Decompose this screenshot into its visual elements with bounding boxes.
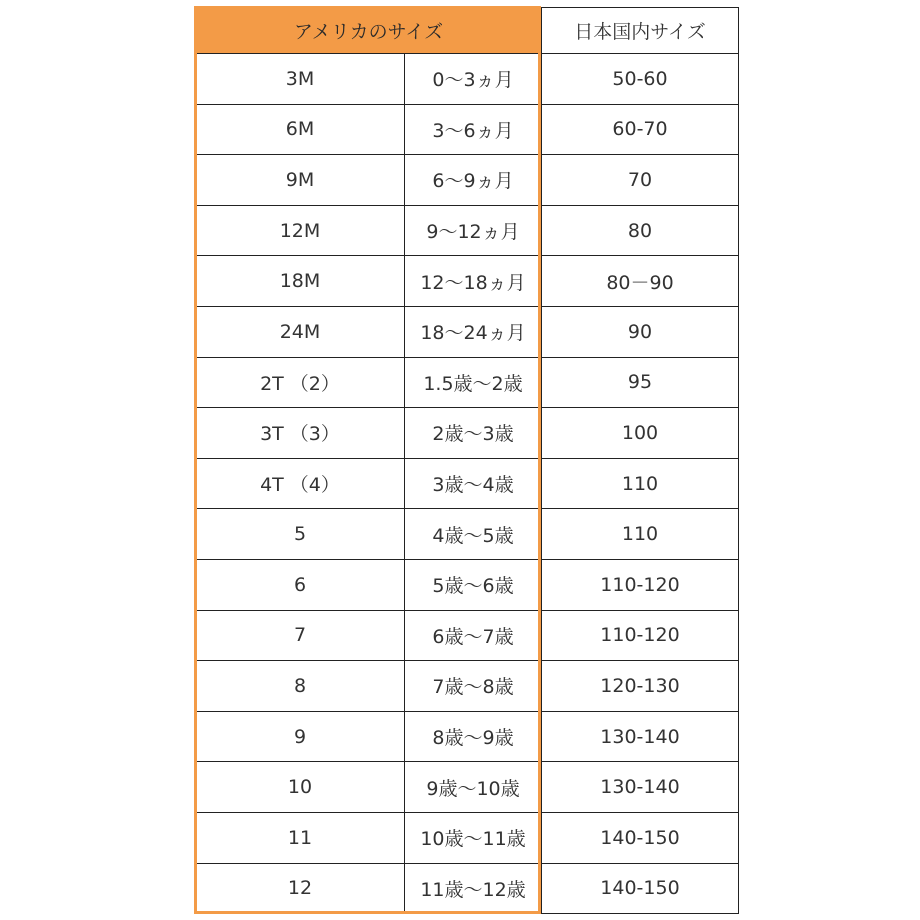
age-range-cell: 6～9ヵ月 <box>405 155 542 206</box>
us-size-cell: 9 <box>196 711 405 762</box>
jp-size-cell: 130-140 <box>542 762 739 813</box>
us-size-cell: 10 <box>196 762 405 813</box>
table-header-row <box>196 8 739 54</box>
age-range-cell: 7歳～8歳 <box>405 661 542 712</box>
us-size-cell: 12 <box>196 863 405 914</box>
jp-size-cell: 70 <box>542 155 739 206</box>
age-range-cell: 11歳～12歳 <box>405 863 542 914</box>
age-range-cell: 9～12ヵ月 <box>405 205 542 256</box>
table-row <box>196 104 739 155</box>
table-row <box>196 610 739 661</box>
jp-size-cell: 110 <box>542 458 739 509</box>
age-range-cell: 1.5歳～2歳 <box>405 357 542 408</box>
jp-size-cell: 90 <box>542 306 739 357</box>
us-size-cell: 5 <box>196 509 405 560</box>
jp-size-cell: 50-60 <box>542 54 739 105</box>
jp-size-cell: 100 <box>542 408 739 459</box>
us-size-cell: 8 <box>196 661 405 712</box>
table-row <box>196 863 739 914</box>
jp-size-cell: 60-70 <box>542 104 739 155</box>
age-range-cell: 8歳～9歳 <box>405 711 542 762</box>
table-row <box>196 559 739 610</box>
us-size-cell: 4T （4） <box>196 458 405 509</box>
us-size-cell: 6M <box>196 104 405 155</box>
us-size-cell: 6 <box>196 559 405 610</box>
age-range-cell: 3歳～4歳 <box>405 458 542 509</box>
table-row <box>196 155 739 206</box>
age-range-cell: 0～3ヵ月 <box>405 54 542 105</box>
table-body <box>196 54 739 914</box>
jp-size-cell: 110-120 <box>542 559 739 610</box>
age-range-cell: 9歳～10歳 <box>405 762 542 813</box>
jp-size-cell: 80 <box>542 205 739 256</box>
us-size-cell: 24M <box>196 306 405 357</box>
table-row <box>196 54 739 105</box>
jp-size-header: 日本国内サイズ <box>542 8 739 54</box>
jp-size-cell: 110-120 <box>542 610 739 661</box>
age-range-cell: 4歳～5歳 <box>405 509 542 560</box>
us-size-cell: 7 <box>196 610 405 661</box>
jp-size-cell: 140-150 <box>542 812 739 863</box>
age-range-cell: 18～24ヵ月 <box>405 306 542 357</box>
age-range-cell: 3～6ヵ月 <box>405 104 542 155</box>
age-range-cell: 5歳～6歳 <box>405 559 542 610</box>
age-range-cell: 2歳～3歳 <box>405 408 542 459</box>
us-size-cell: 18M <box>196 256 405 307</box>
table-row <box>196 306 739 357</box>
us-size-cell: 9M <box>196 155 405 206</box>
jp-size-cell: 95 <box>542 357 739 408</box>
us-size-cell: 2T （2） <box>196 357 405 408</box>
us-size-cell: 3T （3） <box>196 408 405 459</box>
us-size-cell: 12M <box>196 205 405 256</box>
us-size-cell: 11 <box>196 812 405 863</box>
table-row <box>196 711 739 762</box>
jp-size-cell: 110 <box>542 509 739 560</box>
size-conversion-table <box>195 7 739 914</box>
jp-size-cell: 80－90 <box>542 256 739 307</box>
table-row <box>196 256 739 307</box>
table-row <box>196 661 739 712</box>
age-range-cell: 6歳～7歳 <box>405 610 542 661</box>
us-size-header: アメリカのサイズ <box>196 8 542 54</box>
table-row <box>196 357 739 408</box>
jp-size-cell: 120-130 <box>542 661 739 712</box>
table-row <box>196 812 739 863</box>
jp-size-cell: 130-140 <box>542 711 739 762</box>
age-range-cell: 10歳～11歳 <box>405 812 542 863</box>
table-row <box>196 205 739 256</box>
table-row <box>196 458 739 509</box>
us-size-cell: 3M <box>196 54 405 105</box>
table-row <box>196 762 739 813</box>
table-row <box>196 509 739 560</box>
age-range-cell: 12～18ヵ月 <box>405 256 542 307</box>
table-row <box>196 408 739 459</box>
jp-size-cell: 140-150 <box>542 863 739 914</box>
